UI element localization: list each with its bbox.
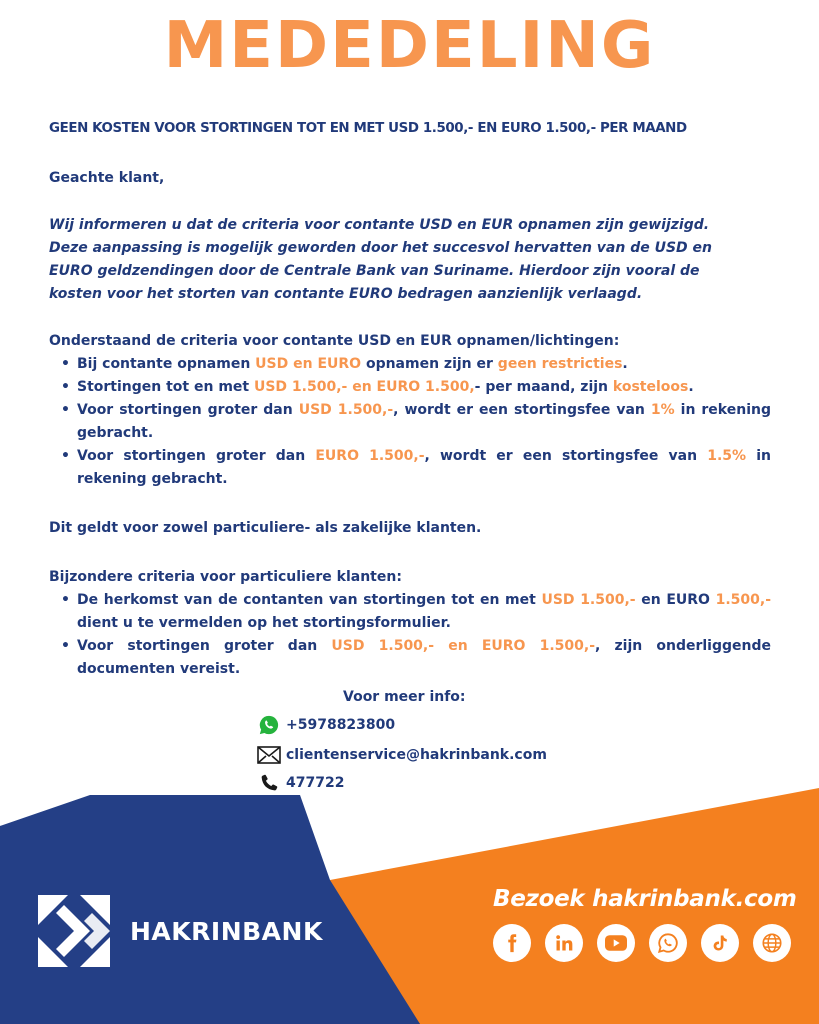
linkedin-icon[interactable] <box>545 924 583 962</box>
more-info-heading: Voor meer info: <box>343 689 466 705</box>
brand-name: HAKRINBANK <box>130 917 323 946</box>
highlight-text: EURO 1.500,- <box>315 448 425 464</box>
highlight-text: 1.500,- <box>715 592 772 608</box>
highlight-text: geen restricties <box>497 356 623 372</box>
highlight-text: kosteloos <box>612 379 689 395</box>
item-text: dient u te vermelden op het stortingsformulier. <box>77 615 451 631</box>
applies-to-note: Dit geldt voor zowel particuliere- als zakelijke klanten. <box>49 520 482 536</box>
email-address: clientenservice@hakrinbank.com <box>286 747 547 763</box>
item-text: . <box>622 356 628 372</box>
highlight-text: USD 1.500,- <box>298 402 394 418</box>
highlight-text: 1% <box>650 402 675 418</box>
item-text: De herkomst van de contanten van stortingen tot en met <box>77 592 542 608</box>
item-text: Bij contante opnamen <box>77 356 256 372</box>
phone-number: 477722 <box>286 775 345 791</box>
highlight-text: USD en EURO <box>255 356 362 372</box>
highlight-text: USD 1.500,- <box>541 592 636 608</box>
social-links <box>493 924 791 962</box>
item-text: - per maand, zijn <box>474 379 613 395</box>
item-text: opnamen zijn er <box>361 356 498 372</box>
whatsapp-social-icon[interactable] <box>649 924 687 962</box>
salutation: Geachte klant, <box>49 170 165 186</box>
page-title: MEDEDELING <box>163 9 656 83</box>
whatsapp-number: +5978823800 <box>286 717 396 733</box>
item-text: , zijn onderliggende documenten vereist. <box>77 638 771 677</box>
youtube-icon[interactable] <box>597 924 635 962</box>
item-text: in rekening gebracht. <box>77 448 771 487</box>
subheading: GEEN KOSTEN VOOR STORTINGEN TOT EN MET USD 1.500,- EN EURO 1.500,- PER MAAND <box>49 121 687 136</box>
highlight-text: USD 1.500,- en EURO 1.500,- <box>331 638 596 654</box>
highlight-text: 1.5% <box>707 448 747 464</box>
item-text: Voor stortingen groter dan <box>77 638 332 654</box>
item-text: . <box>688 379 694 395</box>
item-text: , wordt er een stortingsfee van <box>393 402 651 418</box>
item-text: en EURO <box>635 592 716 608</box>
facebook-icon[interactable] <box>493 924 531 962</box>
item-text: in rekening gebracht. <box>77 402 771 441</box>
highlight-text: USD 1.500,- en EURO 1.500, <box>253 379 475 395</box>
criteria-heading: Onderstaand de criteria voor contante USD en EUR opnamen/lichtingen: <box>49 333 620 349</box>
tiktok-icon[interactable] <box>701 924 739 962</box>
item-text: Voor stortingen groter dan <box>77 402 299 418</box>
item-text: Voor stortingen groter dan <box>77 448 316 464</box>
item-text: , wordt er een stortingsfee van <box>424 448 708 464</box>
globe-icon[interactable] <box>753 924 791 962</box>
visit-website-link[interactable]: Bezoek hakrinbank.com <box>493 886 797 912</box>
private-criteria-heading: Bijzondere criteria voor particuliere klanten: <box>49 569 402 585</box>
intro-paragraph: Wij informeren u dat de criteria voor contante USD en EUR opnamen zijn gewijzigd. Deze aanpassing is mogelijk geworden door het succesvol hervatten van de USD en EURO geldzendingen door de Centrale Bank van Suriname. Hierdoor zijn vooral de kosten voor het storten van contante EURO bedragen aanzienlijk verlaagd. <box>49 217 713 302</box>
item-text: Stortingen tot en met <box>77 379 254 395</box>
